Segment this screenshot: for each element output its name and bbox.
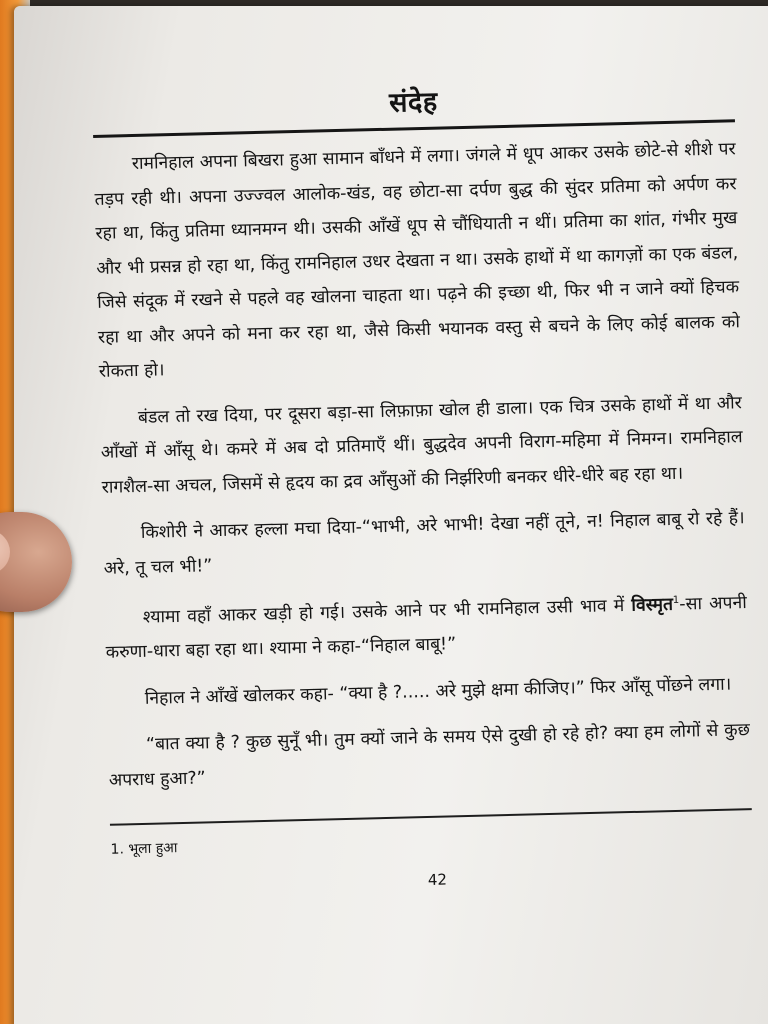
paragraph-3: किशोरी ने आकर हल्ला मचा दिया-“भाभी, अरे भाभी! देखा नहीं तूने, न! निहाल बाबू रो रहे हैं। अरे, तू चल भी!” xyxy=(103,508,745,579)
footnote: 1. भूला हुआ xyxy=(110,840,178,859)
paragraph-4 xyxy=(104,582,748,670)
paragraph-2: बंडल तो रख दिया, पर दूसरा बड़ा-सा लिफ़ाफ़ा खोल ही डाला। एक चित्र उसके हाथों में था और आँखों में आँसू थे। कमरे में अब दो प्रतिमाएँ थीं। बुद्धदेव अपनी विराग-महिमा में निमग्न। रामनिहाल रागशैल-सा अचल, जिसमें से हृदय का द्रव आँसुओं की निर्झरिणी बनकर धीरे-धीरे बह रहा था। xyxy=(100,392,743,498)
thumb-nail xyxy=(0,530,10,574)
paragraph-4-tail: -सा अपनी करुणा-धारा बहा रहा था। श्यामा ने कहा-“निहाल बाबू!” xyxy=(105,592,747,664)
footnoted-word: विस्मृत xyxy=(631,594,674,616)
paragraph-1: रामनिहाल अपना बिखरा हुआ सामान बाँधने में लगा। जंगले में धूप आकर उसके छोटे-से शीशे पर तड़प रही थी। अपना उज्ज्वल आलोक-खंड, वह छोटा-सा दर्पण बुद्ध की सुंदर प्रतिमा को अर्पण कर रहा था, किंतु प्रतिमा ध्यानमग्न थी। उसकी आँखें धूप से चौंधियाती न थीं। प्रतिमा का शांत, गंभीर मुख और भी प्रसन्न हो रहा था, किंतु रामनिहाल उधर देखता न था। उसके हाथों में था कागज़ों का एक बंडल, जिसे संदूक में रखने से पहले वह खोलना चाहता था। पढ़ने की इच्छा थी, फिर भी न जाने क्यों हिचक रहा था और अपने को मना कर रहा था, जैसे किसी भयानक वस्तु से बचने के लिए कोई बालक को रोकता हो। xyxy=(94,139,741,382)
footnote-marker: 1 xyxy=(672,594,680,606)
footnote-divider xyxy=(110,808,752,826)
chapter-title: संदेह xyxy=(388,86,438,119)
page-content xyxy=(92,74,754,897)
paragraph-6: “बात क्या है ? कुछ सुनूँ भी। तुम क्यों जाने के समय ऐसे दुखी हो रहे हो? क्या हम लोगों से कुछ अपराध हुआ?” xyxy=(108,720,751,791)
book-page xyxy=(14,6,768,1024)
paragraph-5: निहाल ने आँखें खोलकर कहा- “क्या है ?..... अरे मुझे क्षमा कीजिए।” फिर आँसू पोंछने लगा। xyxy=(144,674,732,709)
page-number: 42 xyxy=(427,870,448,890)
paragraph-4-lead: श्यामा वहाँ आकर खड़ी हो गई। उसके आने पर भी रामनिहाल उसी भाव में xyxy=(142,595,632,628)
